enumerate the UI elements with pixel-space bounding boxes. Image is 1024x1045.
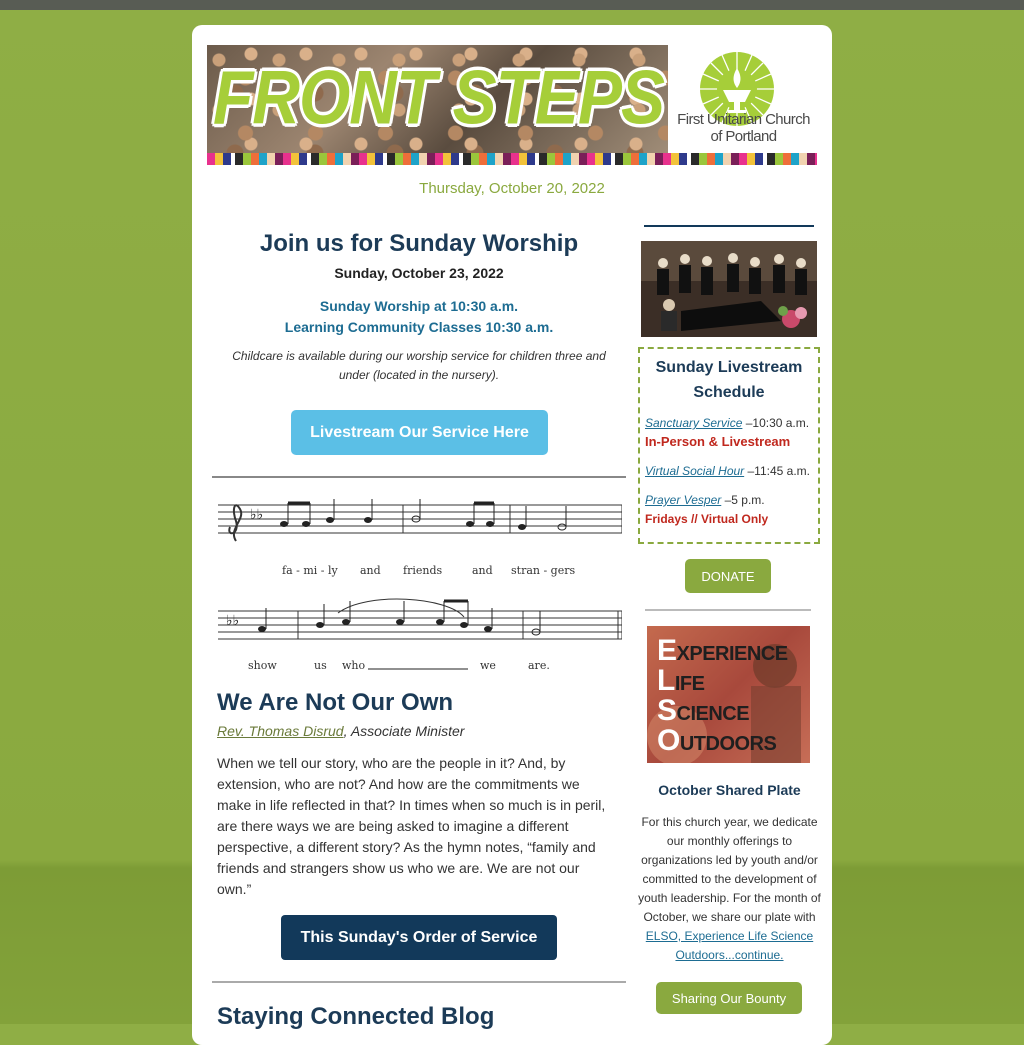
sanctuary-service-link[interactable]: Sanctuary Service [645,416,743,430]
donate-button[interactable]: DONATE [685,559,771,593]
svg-text:♭♭: ♭♭ [226,613,240,629]
shared-plate-body [637,813,822,965]
livestream-button[interactable]: Livestream Our Service Here [291,410,548,455]
livestream-schedule-title: Sunday Livestream Schedule [655,359,803,401]
schedule-time: –10:30 a.m. [742,416,810,430]
elso-line: EXPERIENCE [657,634,788,667]
lyric: are. [528,659,550,671]
worship-date: Sunday, October 23, 2022 [334,265,504,281]
issue-date: Thursday, October 20, 2022 [419,180,605,197]
elso-line: SCIENCE [657,694,750,727]
church-logo[interactable] [668,45,817,153]
divider [212,476,626,478]
svg-text:♭♭: ♭♭ [250,507,264,523]
choir-photo[interactable] [641,241,817,337]
shared-plate-title: October Shared Plate [658,782,801,798]
livestream-schedule-box [638,347,820,544]
virtual-only-note: Fridays // Virtual Only [645,512,769,526]
author-role: , Associate Minister [343,723,465,739]
lyric: fa - mi - ly [282,564,338,577]
blog-heading: Staying Connected Blog [217,1003,495,1030]
shared-plate-text: For this church year, we dedicate our monthly offerings to organizations led by youth and/or committed to the development of youth leadership. For the month of October, we share our plate with [638,815,821,924]
sidebar-rule [644,225,814,227]
sermon-author [217,723,464,739]
sermon-body: When we tell our story, who are the people in it? And, by extension, who are not? And how are the commitments we make in life reflected in that? In times when so much is in peril, are there ways we are being asked to imagine a different perspective, a different story? As the hymn notes, “family and friends and strangers show us who we are. We are not our own.” [217,755,606,897]
lyric: we [480,659,496,671]
divider [645,609,811,611]
top-bar [0,0,1024,10]
in-person-note: In-Person & Livestream [645,434,791,449]
lyric: friends [403,564,443,577]
newsletter-title: FRONT STEPS [212,54,665,140]
hymn-score-image [218,491,622,671]
lyric: us [314,659,327,671]
elso-link[interactable]: ELSO, Experience Life Science Outdoors...continue. [645,929,814,962]
lyric: and [472,564,493,577]
newsletter-card [192,25,832,1045]
lyric: and [360,564,381,577]
crowd-photo [207,45,668,153]
childcare-note: Childcare is available during our worship service for children three and under (located in the nursery). [232,349,606,382]
virtual-social-hour-link[interactable]: Virtual Social Hour [645,464,745,478]
worship-time: Sunday Worship at 10:30 a.m. [319,298,519,314]
order-of-service-button[interactable]: This Sunday's Order of Service [281,915,557,960]
church-name [670,111,817,145]
elso-image[interactable] [647,626,810,763]
author-link[interactable]: Rev. Thomas Disrud [217,723,344,739]
worship-times [212,296,626,338]
church-name-line2: of Portland [710,128,777,145]
divider [212,981,626,983]
worship-heading: Join us for Sunday Worship [259,230,579,257]
masthead-banner [207,45,817,165]
lyric: stran - gers [511,564,576,577]
classes-time: Learning Community Classes 10:30 a.m. [284,319,554,335]
elso-line: LIFE [657,664,705,697]
prayer-vesper-link[interactable]: Prayer Vesper [645,493,722,507]
lyric: show [248,659,277,671]
schedule-item [645,493,765,507]
elso-line: OUTDOORS [657,724,777,757]
church-name-line1: First Unitarian Church [677,111,810,128]
schedule-item [645,416,809,430]
schedule-item [645,464,810,478]
sharing-our-bounty-button[interactable]: Sharing Our Bounty [656,982,802,1014]
sermon-title: We Are Not Our Own [217,689,454,716]
schedule-time: –5 p.m. [721,493,765,507]
lyric: who [342,659,366,671]
schedule-time: –11:45 a.m. [744,464,810,478]
color-stripe [207,153,817,165]
